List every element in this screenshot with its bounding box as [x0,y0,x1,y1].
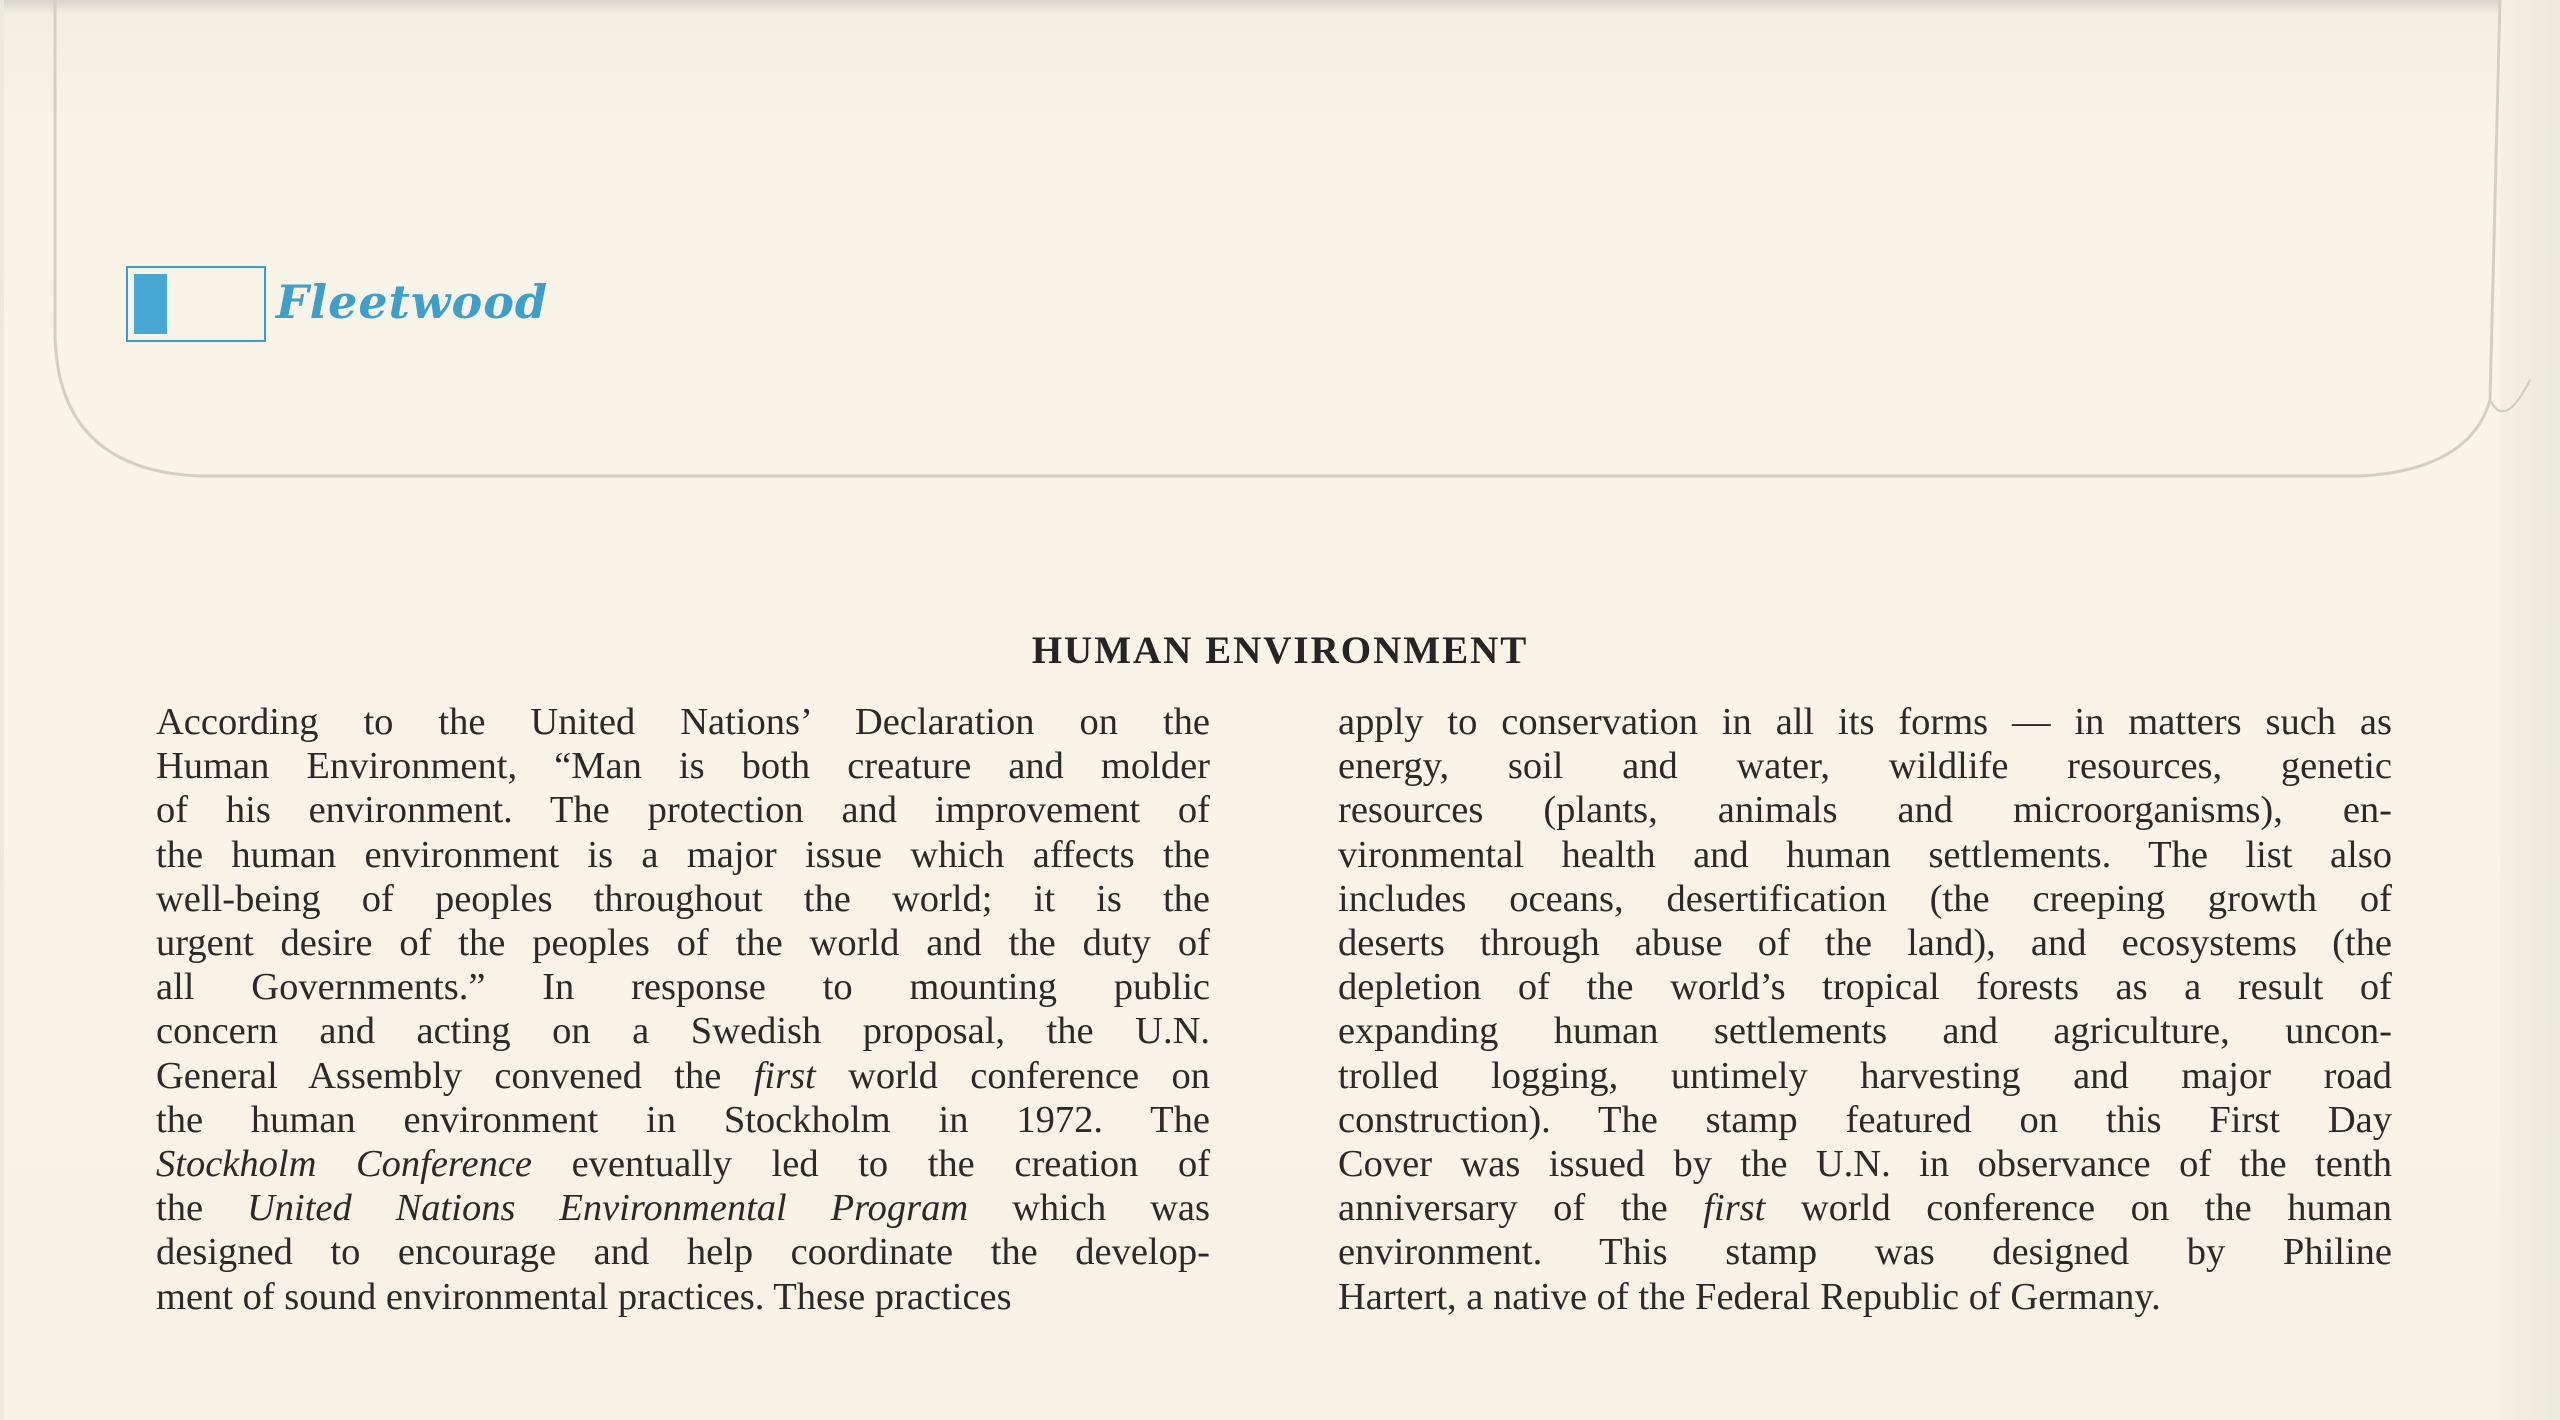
text-line [1338,1009,2392,1053]
text-line [1338,1142,2392,1186]
text-column-left [156,700,1210,1319]
text-span: vironmental health and human settlements. The list also [1338,833,2392,876]
text-span: well-being of peoples throughout the world; it is the [156,877,1210,920]
text-span: the human environment is a major issue which affects the [156,833,1210,876]
text-line [156,965,1210,1009]
text-span: urgent desire of the peoples of the world and the duty of [156,922,1210,965]
text-line [156,1098,1210,1142]
left-edge [0,0,4,1420]
text-span: all Governments.” In response to mounting public [156,966,1210,1009]
text-line [156,877,1210,921]
text-line [1338,877,2392,921]
text-line [1338,1098,2392,1142]
italic-text: United Nations Environmental Program [246,1187,969,1230]
text-column-right [1338,700,2392,1319]
text-line [156,788,1210,832]
text-line [1338,1230,2392,1274]
text-line [156,1009,1210,1053]
text-span: Hartert, a native of the Federal Republic of Germany. [1338,1275,2161,1318]
top-edge-shadow [0,0,2560,14]
text-line [1338,788,2392,832]
text-span: world conference on [815,1054,1210,1097]
text-line [156,1230,1210,1274]
text-span: designed to encourage and help coordinate the develop- [156,1231,1210,1274]
text-span: depletion of the world’s tropical forests as a result of [1338,966,2392,1009]
text-line [156,744,1210,788]
text-span: According to the United Nations’ Declaration on the [156,701,1210,743]
text-span: ment of sound environmental practices. These practices [156,1275,1012,1318]
text-span: which was [968,1187,1210,1230]
text-span: trolled logging, untimely harvesting and major road [1338,1054,2392,1097]
text-line [156,1275,1210,1319]
text-line [156,700,1210,744]
text-line [1338,1054,2392,1098]
text-span: deserts through abuse of the land), and ecosystems (the [1338,922,2392,965]
text-line [1338,833,2392,877]
brand-logo-wordmark: Fleetwood [276,275,549,329]
text-line [156,833,1210,877]
italic-text: first [753,1054,816,1097]
italic-text: Stockholm Conference [156,1143,533,1186]
text-line [1338,921,2392,965]
text-span: eventually led to the creation of [532,1143,1211,1186]
text-line [156,1142,1210,1186]
text-line [1338,744,2392,788]
text-span: energy, soil and water, wildlife resources, genetic [1338,745,2392,788]
brand-logo-mark [126,266,266,342]
text-span: construction). The stamp featured on this First Day [1338,1098,2392,1141]
italic-text: first [1703,1187,1766,1230]
text-line [1338,700,2392,744]
text-line [156,1186,1210,1230]
page-title: HUMAN ENVIRONMENT [1031,629,1529,672]
text-line [1338,1186,2392,1230]
text-line [1338,1275,2392,1319]
text-span: world conference on the human [1765,1187,2392,1230]
text-line [156,1054,1210,1098]
text-span: Cover was issued by the U.N. in observance of the tenth [1338,1143,2392,1186]
text-span: General Assembly convened the [156,1054,754,1097]
text-span: the [156,1187,247,1230]
text-span: anniversary of the [1338,1187,1704,1230]
right-edge-strip [2500,0,2560,1420]
text-span: environment. This stamp was designed by Philine [1338,1231,2392,1274]
brand-logo-fill [134,274,167,334]
text-span: includes oceans, desertification (the creeping growth of [1338,877,2392,920]
text-span: of his environment. The protection and improvement of [156,789,1210,832]
text-span: the human environment in Stockholm in 1972. The [156,1098,1210,1141]
text-line [156,921,1210,965]
text-span: apply to conservation in all its forms — in matters such as [1338,701,2392,743]
text-span: Human Environment, “Man is both creature and molder [156,745,1210,788]
text-span: resources (plants, animals and microorganisms), en- [1338,789,2392,832]
text-span: concern and acting on a Swedish proposal, the U.N. [156,1010,1210,1053]
text-line [1338,965,2392,1009]
text-span: expanding human settlements and agriculture, uncon- [1338,1010,2392,1053]
